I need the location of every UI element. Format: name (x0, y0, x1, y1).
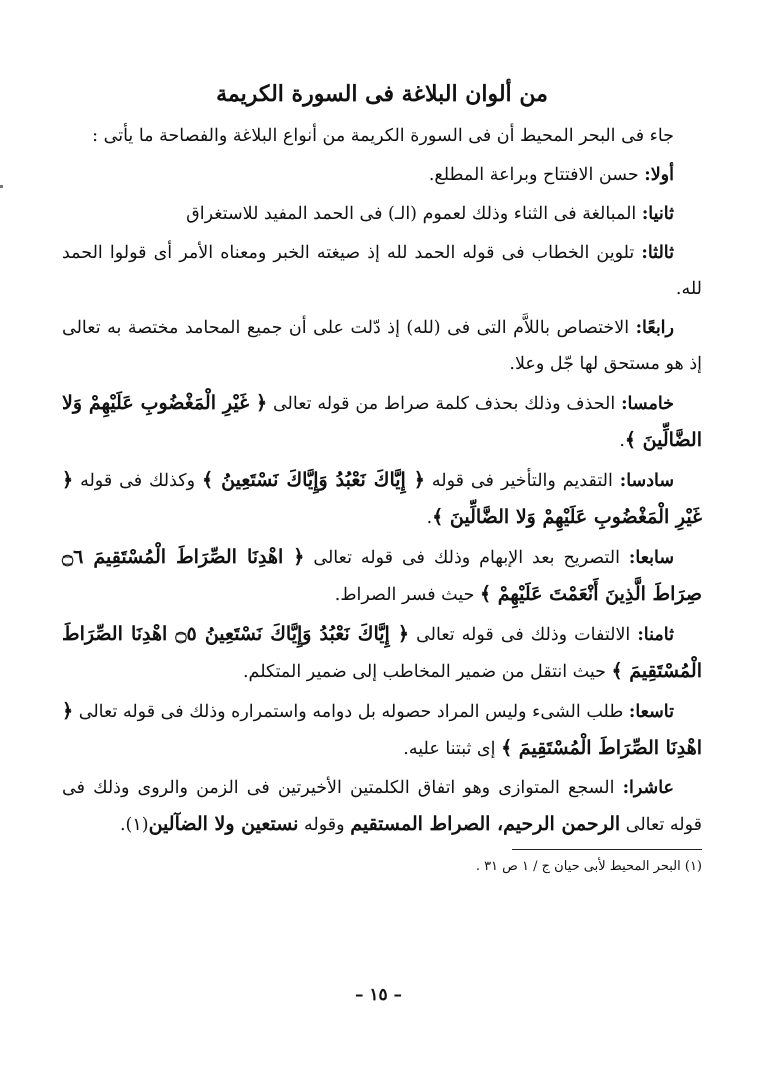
rhetoric-item (62, 616, 702, 690)
item-text: وكذلك فى قوله (73, 471, 203, 491)
rhetoric-item (62, 310, 702, 382)
quran-quote: ﴿ اهْدِنَا الصِّرَاطَ الْمُسْتَقِيمَ ﴾ (62, 700, 702, 759)
document-page (62, 74, 702, 878)
item-text: التصريح بعد الإبهام وذلك فى قوله تعالى (304, 548, 629, 568)
item-lead: ثامنا: (637, 625, 674, 645)
quran-quote: الرحمن الرحيم، الصراط المستقيم (350, 813, 621, 835)
item-text: المبالغة فى الثناء وذلك لعموم (الـ) فى الحمد المفيد للاستغراق (186, 204, 642, 224)
page-number: – ١٥ – (354, 985, 403, 1005)
item-lead: أولا: (644, 165, 674, 185)
quran-quote: ﴿ اهْدِنَا الصِّرَاطَ الْمُسْتَقِيمَ ۝٦ صِرَاطَ الَّذِينَ أَنْعَمْتَ عَلَيْهِمْ ﴾ (62, 546, 702, 605)
item-text: . (426, 508, 433, 528)
rhetoric-item (62, 770, 702, 843)
rhetoric-item (62, 539, 702, 613)
item-lead: سابعا: (628, 548, 675, 568)
item-text: الحذف وذلك بحذف كلمة صراط من قوله تعالى (267, 394, 622, 414)
footnote: (١) البحر المحيط لأبى حيان ج / ١ ص ٣١ . (475, 859, 702, 874)
scan-edge-mark (0, 185, 3, 188)
footnote-divider (512, 849, 702, 850)
item-text: حسن الافتتاح وبراعة المطلع. (428, 165, 645, 185)
item-text: حيث فسر الصراط. (334, 585, 480, 605)
item-lead: عاشرا: (622, 778, 674, 798)
item-text: وقوله (298, 815, 351, 835)
rhetoric-item (62, 385, 702, 459)
item-lead: ثانيا: (641, 204, 674, 224)
quran-quote: ﴿ إِيَّاكَ نَعْبُدُ وَإِيَّاكَ نَسْتَعِينُ ۝٥ اهْدِنَا الصِّرَاطَ الْمُسْتَقِيمَ ﴾ (62, 623, 702, 682)
item-lead: رابعًا: (635, 318, 674, 338)
item-text: تلوين الخطاب فى قوله الحمد لله إذ صيغته الخبر ومعناه الأمر أى قولوا الحمد لله. (62, 243, 702, 299)
item-text: . (619, 431, 625, 451)
item-lead: ثالثا: (641, 243, 674, 263)
item-text: التقديم والتأخير فى قوله (424, 471, 620, 491)
rhetoric-item (62, 462, 702, 536)
item-lead: سادسا: (619, 471, 674, 491)
item-text: (١). (119, 815, 149, 835)
item-text: الالتفات وذلك فى قوله تعالى (409, 625, 638, 645)
rhetoric-item (62, 157, 702, 193)
item-lead: تاسعا: (628, 702, 674, 722)
quran-quote: ﴿ غَيْرِ الْمَغْضُوبِ عَلَيْهِمْ وَلا الضَّالِّينَ ﴾ (62, 469, 702, 528)
item-text: طلب الشىء وليس المراد حصوله بل دوامه واستمراره وذلك فى قوله تعالى (73, 702, 629, 722)
item-text: حيث انتقل من ضمير المخاطب إلى ضمير المتكلم. (242, 662, 612, 682)
page-title: من ألوان البلاغة فى السورة الكريمة (216, 81, 548, 107)
rhetoric-item (62, 693, 702, 767)
item-text: الاختصاص باللاَّم التى فى (لله) إذ دّلت على أن جميع المحامد مختصة به تعالى إذ هو مستحق لها جّل وعلا. (62, 318, 702, 374)
item-text: إى ثبتنا عليه. (403, 739, 502, 759)
rhetoric-item (62, 196, 702, 232)
quran-quote: نستعين ولا الضآلين (148, 813, 299, 835)
quran-quote: ﴿ إِيَّاكَ نَعْبُدُ وَإِيَّاكَ نَسْتَعِينُ ﴾ (202, 469, 425, 491)
item-text: السجع المتوازى وهو اتفاق الكلمتين الأخيرتين فى الزمن والروى وذلك فى قوله تعالى (62, 778, 702, 835)
quran-quote: ﴿ غَيْرِ الْمَغْضُوبِ عَلَيْهِمْ وَلا الضَّالِّينَ ﴾ (62, 392, 702, 451)
rhetoric-item (62, 235, 702, 307)
item-lead: خامسا: (621, 394, 674, 414)
rhetoric-list (62, 157, 702, 843)
intro-paragraph: جاء فى البحر المحيط أن فى السورة الكريمة من أنواع البلاغة والفصاحة ما يأتى : (92, 126, 674, 146)
